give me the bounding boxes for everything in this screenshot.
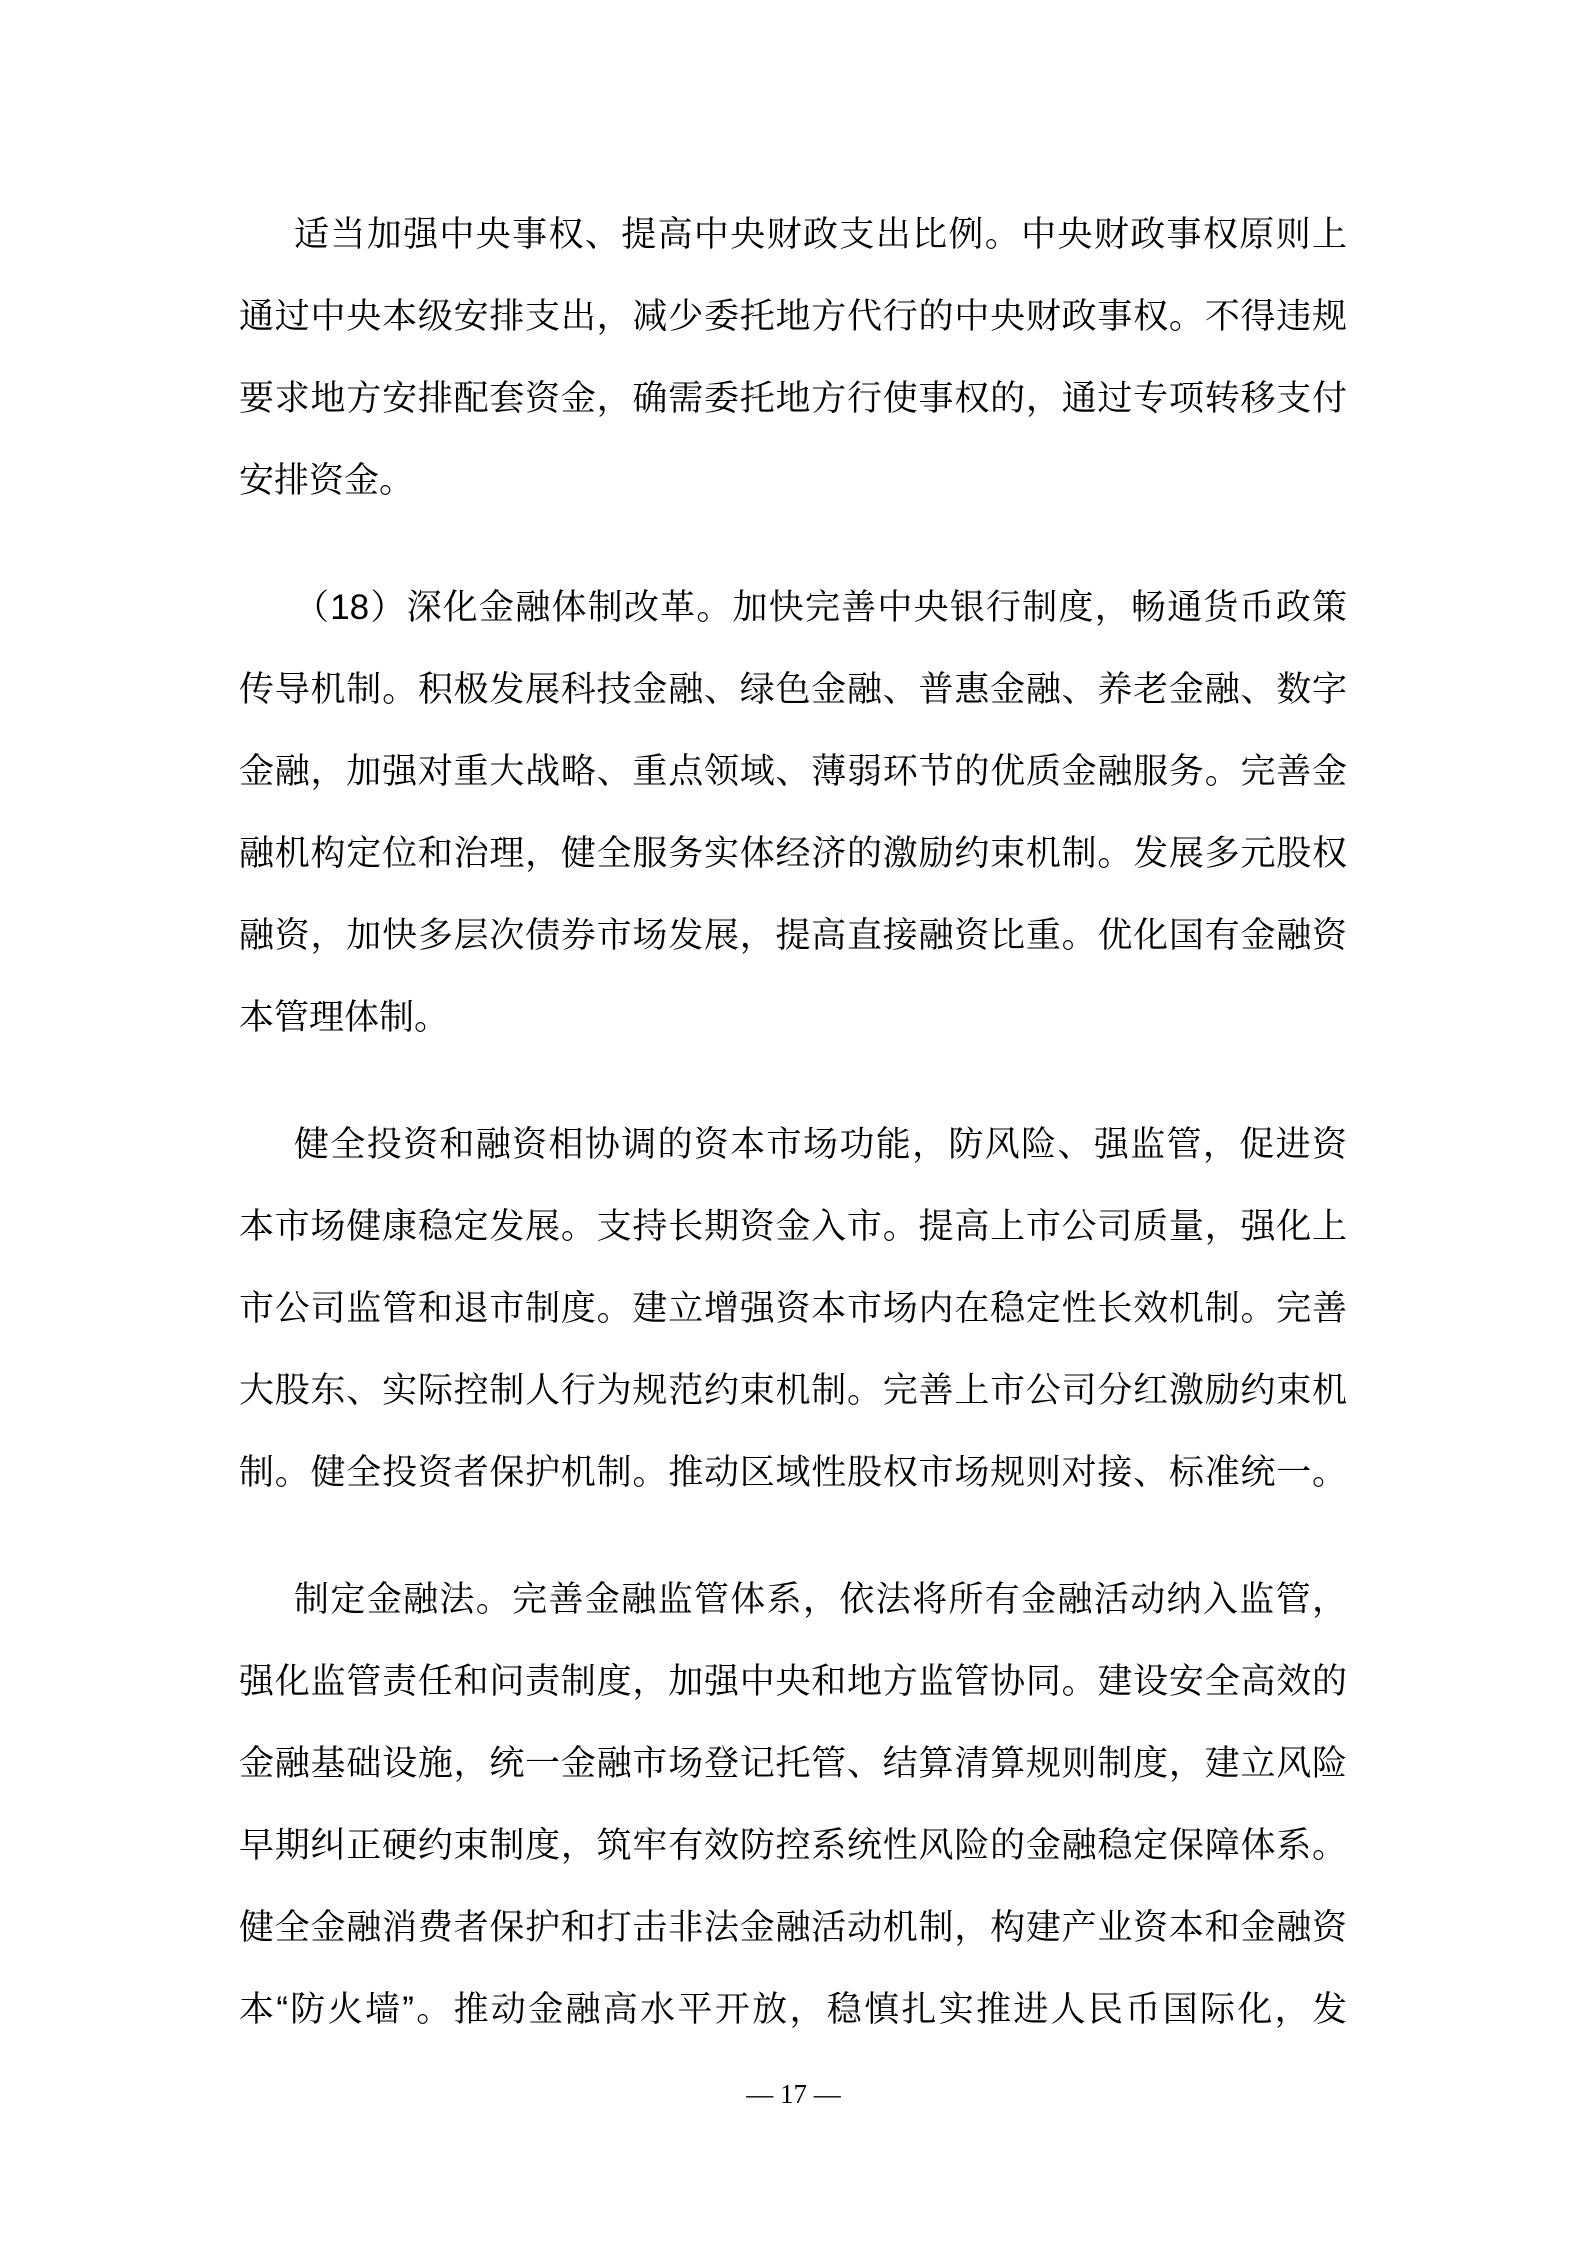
text-line: 适当加强中央事权、提高中央财政支出比例。中央财政事权原则上 [294, 215, 1347, 254]
text-line: 早期纠正硬约束制度，筑牢有效防控系统性风险的金融稳定保障体系。 [239, 1826, 1347, 1865]
text-line: 市公司监管和退市制度。建立增强资本市场内在稳定性长效机制。完善 [239, 1289, 1347, 1328]
paragraph [239, 567, 1347, 1059]
text-line: 大股东、实际控制人行为规范约束机制。完善上市公司分红激励约束机 [239, 1371, 1347, 1410]
text-line: 本“防火墙”。推动金融高水平开放，稳慎扎实推进人民币国际化，发 [239, 1990, 1347, 2029]
text-line: 制定金融法。完善金融监管体系，依法将所有金融活动纳入监管， [294, 1580, 1347, 1619]
text-line: 融资，加快多层次债券市场发展，提高直接融资比重。优化国有金融资 [239, 916, 1347, 955]
text-line: 制。健全投资者保护机制。推动区域性股权市场规则对接、标准统一。 [239, 1453, 1347, 1492]
text-line: 安排资金。 [239, 461, 415, 500]
text-line: 要求地方安排配套资金，确需委托地方行使事权的，通过专项转移支付 [239, 379, 1347, 418]
text-line: 本市场健康稳定发展。支持长期资金入市。提高上市公司质量，强化上 [239, 1207, 1347, 1246]
page-number: — 17 — [746, 2079, 841, 2109]
text-line: 本管理体制。 [239, 998, 450, 1037]
text-line: 传导机制。积极发展科技金融、绿色金融、普惠金融、养老金融、数字 [239, 670, 1347, 709]
text-line: （18）深化金融体制改革。加快完善中央银行制度，畅通货币政策 [294, 588, 1347, 627]
text-line: 健全投资和融资相协调的资本市场功能，防风险、强监管，促进资 [294, 1125, 1347, 1164]
document-body [239, 194, 1347, 2096]
paragraph [239, 1104, 1347, 1514]
paragraph [239, 194, 1347, 522]
text-line: 融机构定位和治理，健全服务实体经济的激励约束机制。发展多元股权 [239, 834, 1347, 873]
text-line: 金融基础设施，统一金融市场登记托管、结算清算规则制度，建立风险 [239, 1744, 1347, 1783]
paragraph [239, 1559, 1347, 2051]
text-line: 健全金融消费者保护和打击非法金融活动机制，构建产业资本和金融资 [239, 1908, 1347, 1947]
text-line: 金融，加强对重大战略、重点领域、薄弱环节的优质金融服务。完善金 [239, 752, 1347, 791]
text-line: 通过中央本级安排支出，减少委托地方代行的中央财政事权。不得违规 [239, 297, 1347, 336]
text-line: 强化监管责任和问责制度，加强中央和地方监管协同。建设安全高效的 [239, 1662, 1347, 1701]
